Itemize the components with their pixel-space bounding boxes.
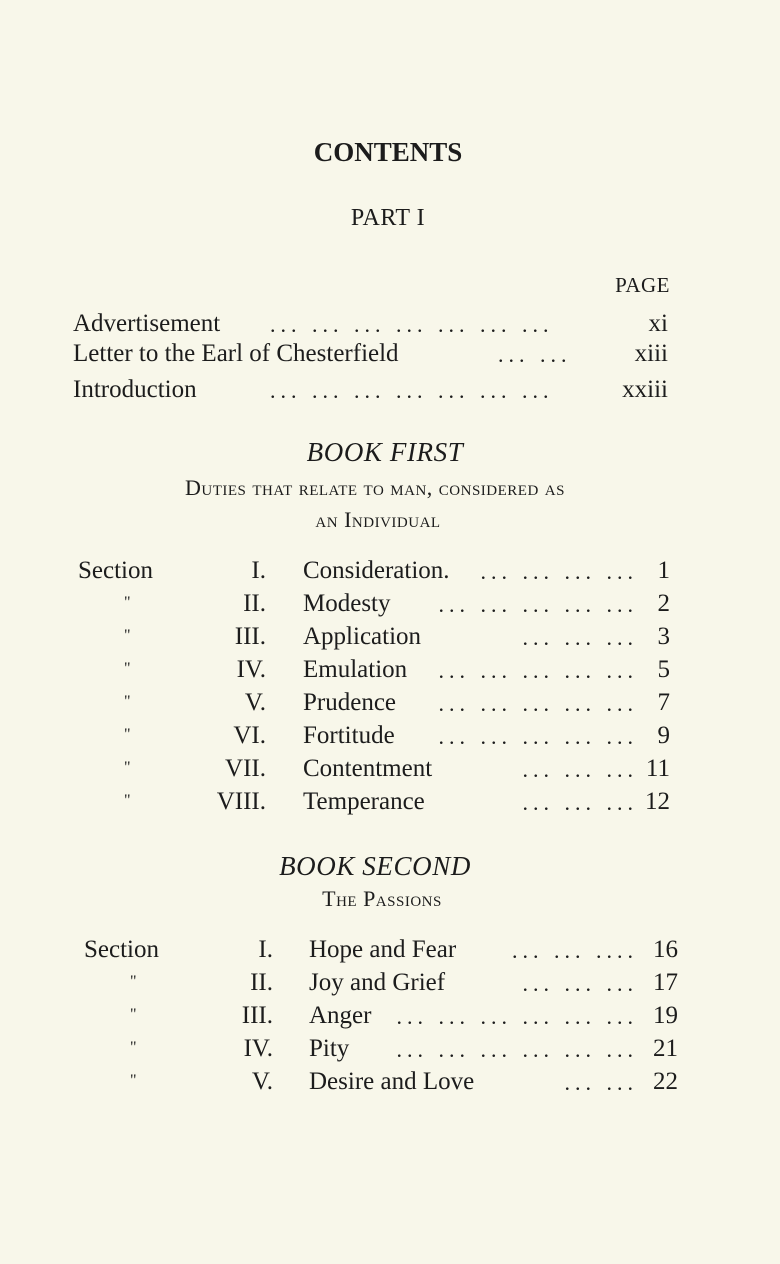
front-matter-title: Letter to the Earl of Chesterfield — [73, 340, 399, 367]
section-page: 1 — [657, 557, 670, 584]
toc-row — [0, 1002, 780, 1036]
book-second-heading: BOOK SECOND — [279, 851, 471, 881]
front-matter-page: xiii — [634, 340, 668, 367]
section-page: 12 — [645, 788, 670, 815]
section-title: Contentment — [303, 755, 433, 782]
section-numeral: I. — [251, 557, 266, 584]
toc-row — [0, 689, 780, 723]
section-title: Prudence — [303, 689, 397, 716]
leader-dots: ... ... ... ... ... — [438, 724, 638, 749]
section-title: Application — [303, 623, 422, 650]
toc-row — [0, 590, 780, 624]
front-matter-title: Introduction — [73, 376, 197, 403]
ditto-mark: " — [124, 594, 131, 611]
section-page: 5 — [657, 656, 670, 683]
leader-dots: ... ... — [498, 342, 572, 367]
section-page: 9 — [657, 722, 670, 749]
section-page: 11 — [645, 755, 670, 782]
leader-dots: ... ... ... — [522, 971, 638, 996]
toc-row — [0, 656, 780, 690]
section-page: 7 — [657, 689, 670, 716]
leader-dots: ... ... ... ... ... ... ... — [270, 378, 554, 403]
section-numeral: V. — [244, 689, 266, 716]
leader-dots: ... ... ... ... ... ... ... — [270, 312, 554, 337]
section-numeral: VIII. — [216, 788, 266, 815]
section-numeral: III. — [234, 623, 266, 650]
page-column-header: PAGE — [615, 273, 670, 297]
leader-dots: ... ... ... ... ... — [438, 658, 638, 683]
front-matter-page: xi — [648, 310, 668, 337]
ditto-mark: " — [124, 726, 131, 743]
section-page: 17 — [653, 969, 678, 996]
toc-row — [0, 722, 780, 756]
section-page: 22 — [653, 1068, 678, 1095]
section-page: 3 — [657, 623, 670, 650]
section-title: Desire and Love — [309, 1068, 475, 1095]
leader-dots: ... ... ... — [522, 757, 638, 782]
section-label: Section — [84, 936, 159, 963]
ditto-mark: " — [124, 693, 131, 710]
leader-dots: ... ... — [564, 1070, 638, 1095]
front-matter-title: Advertisement — [73, 310, 221, 337]
toc-row — [0, 557, 780, 591]
section-title: Consideration. — [303, 557, 450, 584]
toc-row — [0, 1068, 780, 1102]
ditto-mark: " — [124, 627, 131, 644]
leader-dots: ... ... .... — [512, 938, 638, 963]
section-title: Emulation — [303, 656, 408, 683]
section-title: Temperance — [303, 788, 425, 815]
toc-row — [0, 969, 780, 1003]
leader-dots: ... ... ... ... ... — [438, 691, 638, 716]
section-title: Fortitude — [303, 722, 395, 749]
section-title: Anger — [309, 1002, 372, 1029]
ditto-mark: " — [130, 1039, 137, 1056]
toc-row — [0, 755, 780, 789]
section-title: Modesty — [303, 590, 391, 617]
ditto-mark: " — [130, 1006, 137, 1023]
toc-row — [0, 936, 780, 970]
section-numeral: IV. — [236, 656, 266, 683]
section-numeral: IV. — [243, 1035, 273, 1062]
ditto-mark: " — [124, 759, 131, 776]
ditto-mark: " — [124, 660, 131, 677]
ditto-mark: " — [124, 792, 131, 809]
book-second-subtitle: The Passions — [322, 886, 442, 911]
leader-dots: ... ... ... — [522, 790, 638, 815]
ditto-mark: " — [130, 1072, 137, 1089]
part-heading: PART I — [350, 205, 426, 231]
section-numeral: II. — [250, 969, 273, 996]
leader-dots: ... ... ... ... — [480, 559, 638, 584]
section-page: 2 — [657, 590, 670, 617]
ditto-mark: " — [130, 973, 137, 990]
section-title: Hope and Fear — [309, 936, 457, 963]
section-page: 21 — [653, 1035, 678, 1062]
section-label: Section — [78, 557, 153, 584]
book-first-subtitle: Duties that relate to man, considered as — [185, 475, 565, 500]
toc-row — [0, 623, 780, 657]
section-title: Joy and Grief — [309, 969, 446, 996]
toc-row — [0, 1035, 780, 1069]
section-numeral: III. — [241, 1002, 273, 1029]
book-first-heading: BOOK FIRST — [306, 437, 464, 467]
section-page: 16 — [653, 936, 678, 963]
leader-dots: ... ... ... ... ... ... — [396, 1004, 638, 1029]
section-numeral: VII. — [225, 755, 266, 782]
toc-row — [0, 788, 780, 822]
page-title: CONTENTS — [313, 137, 463, 167]
leader-dots: ... ... ... ... ... — [438, 592, 638, 617]
leader-dots: ... ... ... ... ... ... — [396, 1037, 638, 1062]
book-first-subtitle-line2: an Individual — [315, 507, 441, 532]
section-page: 19 — [653, 1002, 678, 1029]
leader-dots: ... ... ... — [522, 625, 638, 650]
section-numeral: V. — [251, 1068, 273, 1095]
front-matter-page: xxiii — [622, 376, 668, 403]
section-title: Pity — [309, 1035, 350, 1062]
section-numeral: VI. — [233, 722, 266, 749]
section-numeral: II. — [243, 590, 266, 617]
section-numeral: I. — [258, 936, 273, 963]
